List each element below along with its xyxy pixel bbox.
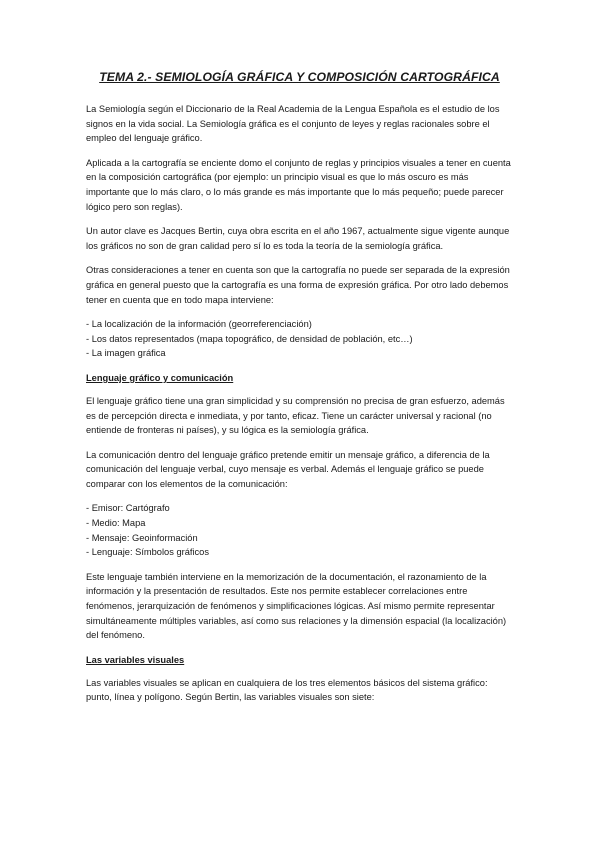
paragraph-variables: Las variables visuales se aplican en cualquiera de los tres elementos básicos del sistema gráfico: punto, línea y polígono. Según Bertin, las variables visuales son siete:: [86, 677, 488, 703]
page-title: TEMA 2.- SEMIOLOGÍA GRÁFICA Y COMPOSICIÓN CARTOGRÁFICA: [99, 70, 500, 84]
paragraph-lenguaje-grafico: El lenguaje gráfico tiene una gran simplicidad y su comprensión no precisa de gran esfuerzo, además es de percepción directa e inmediata, y por tanto, eficaz. Tiene un carácter universal y racional (no entiende de fronteras ni países), y su lógica es la semiología gráfica.: [86, 395, 505, 436]
paragraph-memorizacion: Este lenguaje también interviene en la memorización de la documentación, el razonamiento de la información y la presentación de resultados. Este nos permite establecer correlaciones entre fenómenos, jerarquización de fenómenos y simplificaciones lógicas. Así mismo permite representar simultáneamente múltiples variables, así como sus relaciones y la dimensión espacial (la localización) del fenómeno.: [86, 571, 507, 641]
list-item: - Lenguaje: Símbolos gráficos: [86, 545, 513, 560]
paragraph-comunicacion: La comunicación dentro del lenguaje gráfico pretende emitir un mensaje gráfico, a diferencia de la comunicación del lenguaje verbal, cuyo mensaje es verbal. Además el lenguaje gráfico se puede comparar con los elementos de la comunicación:: [86, 449, 490, 489]
section-heading-variables: Las variables visuales: [86, 654, 185, 665]
paragraph-cartografia: Aplicada a la cartografía se enciente domo el conjunto de reglas y principios visuales a tener en cuenta en la composición cartográfica (por ejemplo: un principio visual es que lo más oscuro es más importante que lo más claro, o lo más grande es más importante que lo más pequeño; puede parecer lógico pero son reglas).: [86, 157, 511, 212]
list-item: - La localización de la información (georreferenciación): [86, 317, 513, 332]
list-item: - Mensaje: Geoinformación: [86, 531, 513, 546]
list-item: - La imagen gráfica: [86, 346, 513, 361]
paragraph-consideraciones: Otras consideraciones a tener en cuenta son que la cartografía no puede ser separada de la expresión gráfica en general puesto que la cartografía es una forma de expresión gráfica. Por otro lado debemos tener en cuenta que en todo mapa interviene:: [86, 265, 510, 305]
list-item: - Emisor: Cartógrafo: [86, 501, 513, 516]
section-heading-lenguaje: Lenguaje gráfico y comunicación: [86, 372, 234, 383]
paragraph-semiologia: La Semiología según el Diccionario de la Real Academia de la Lengua Española es el estudio de los signos en la vida social. La Semiología gráfica es el conjunto de leyes y reglas racionales sobre el empleo del lenguaje gráfico.: [86, 104, 500, 144]
list-mapa-interviene: [86, 317, 513, 361]
list-item: - Medio: Mapa: [86, 516, 513, 531]
paragraph-bertin: Un autor clave es Jacques Bertin, cuya obra escrita en el año 1967, actualmente sigue vigente aunque los gráficos no son de gran calidad pero sí lo es toda la teoría de la semiología gráfica.: [86, 226, 510, 251]
list-elementos-comunicacion: [86, 501, 513, 559]
list-item: - Los datos representados (mapa topográfico, de densidad de población, etc…): [86, 332, 513, 347]
